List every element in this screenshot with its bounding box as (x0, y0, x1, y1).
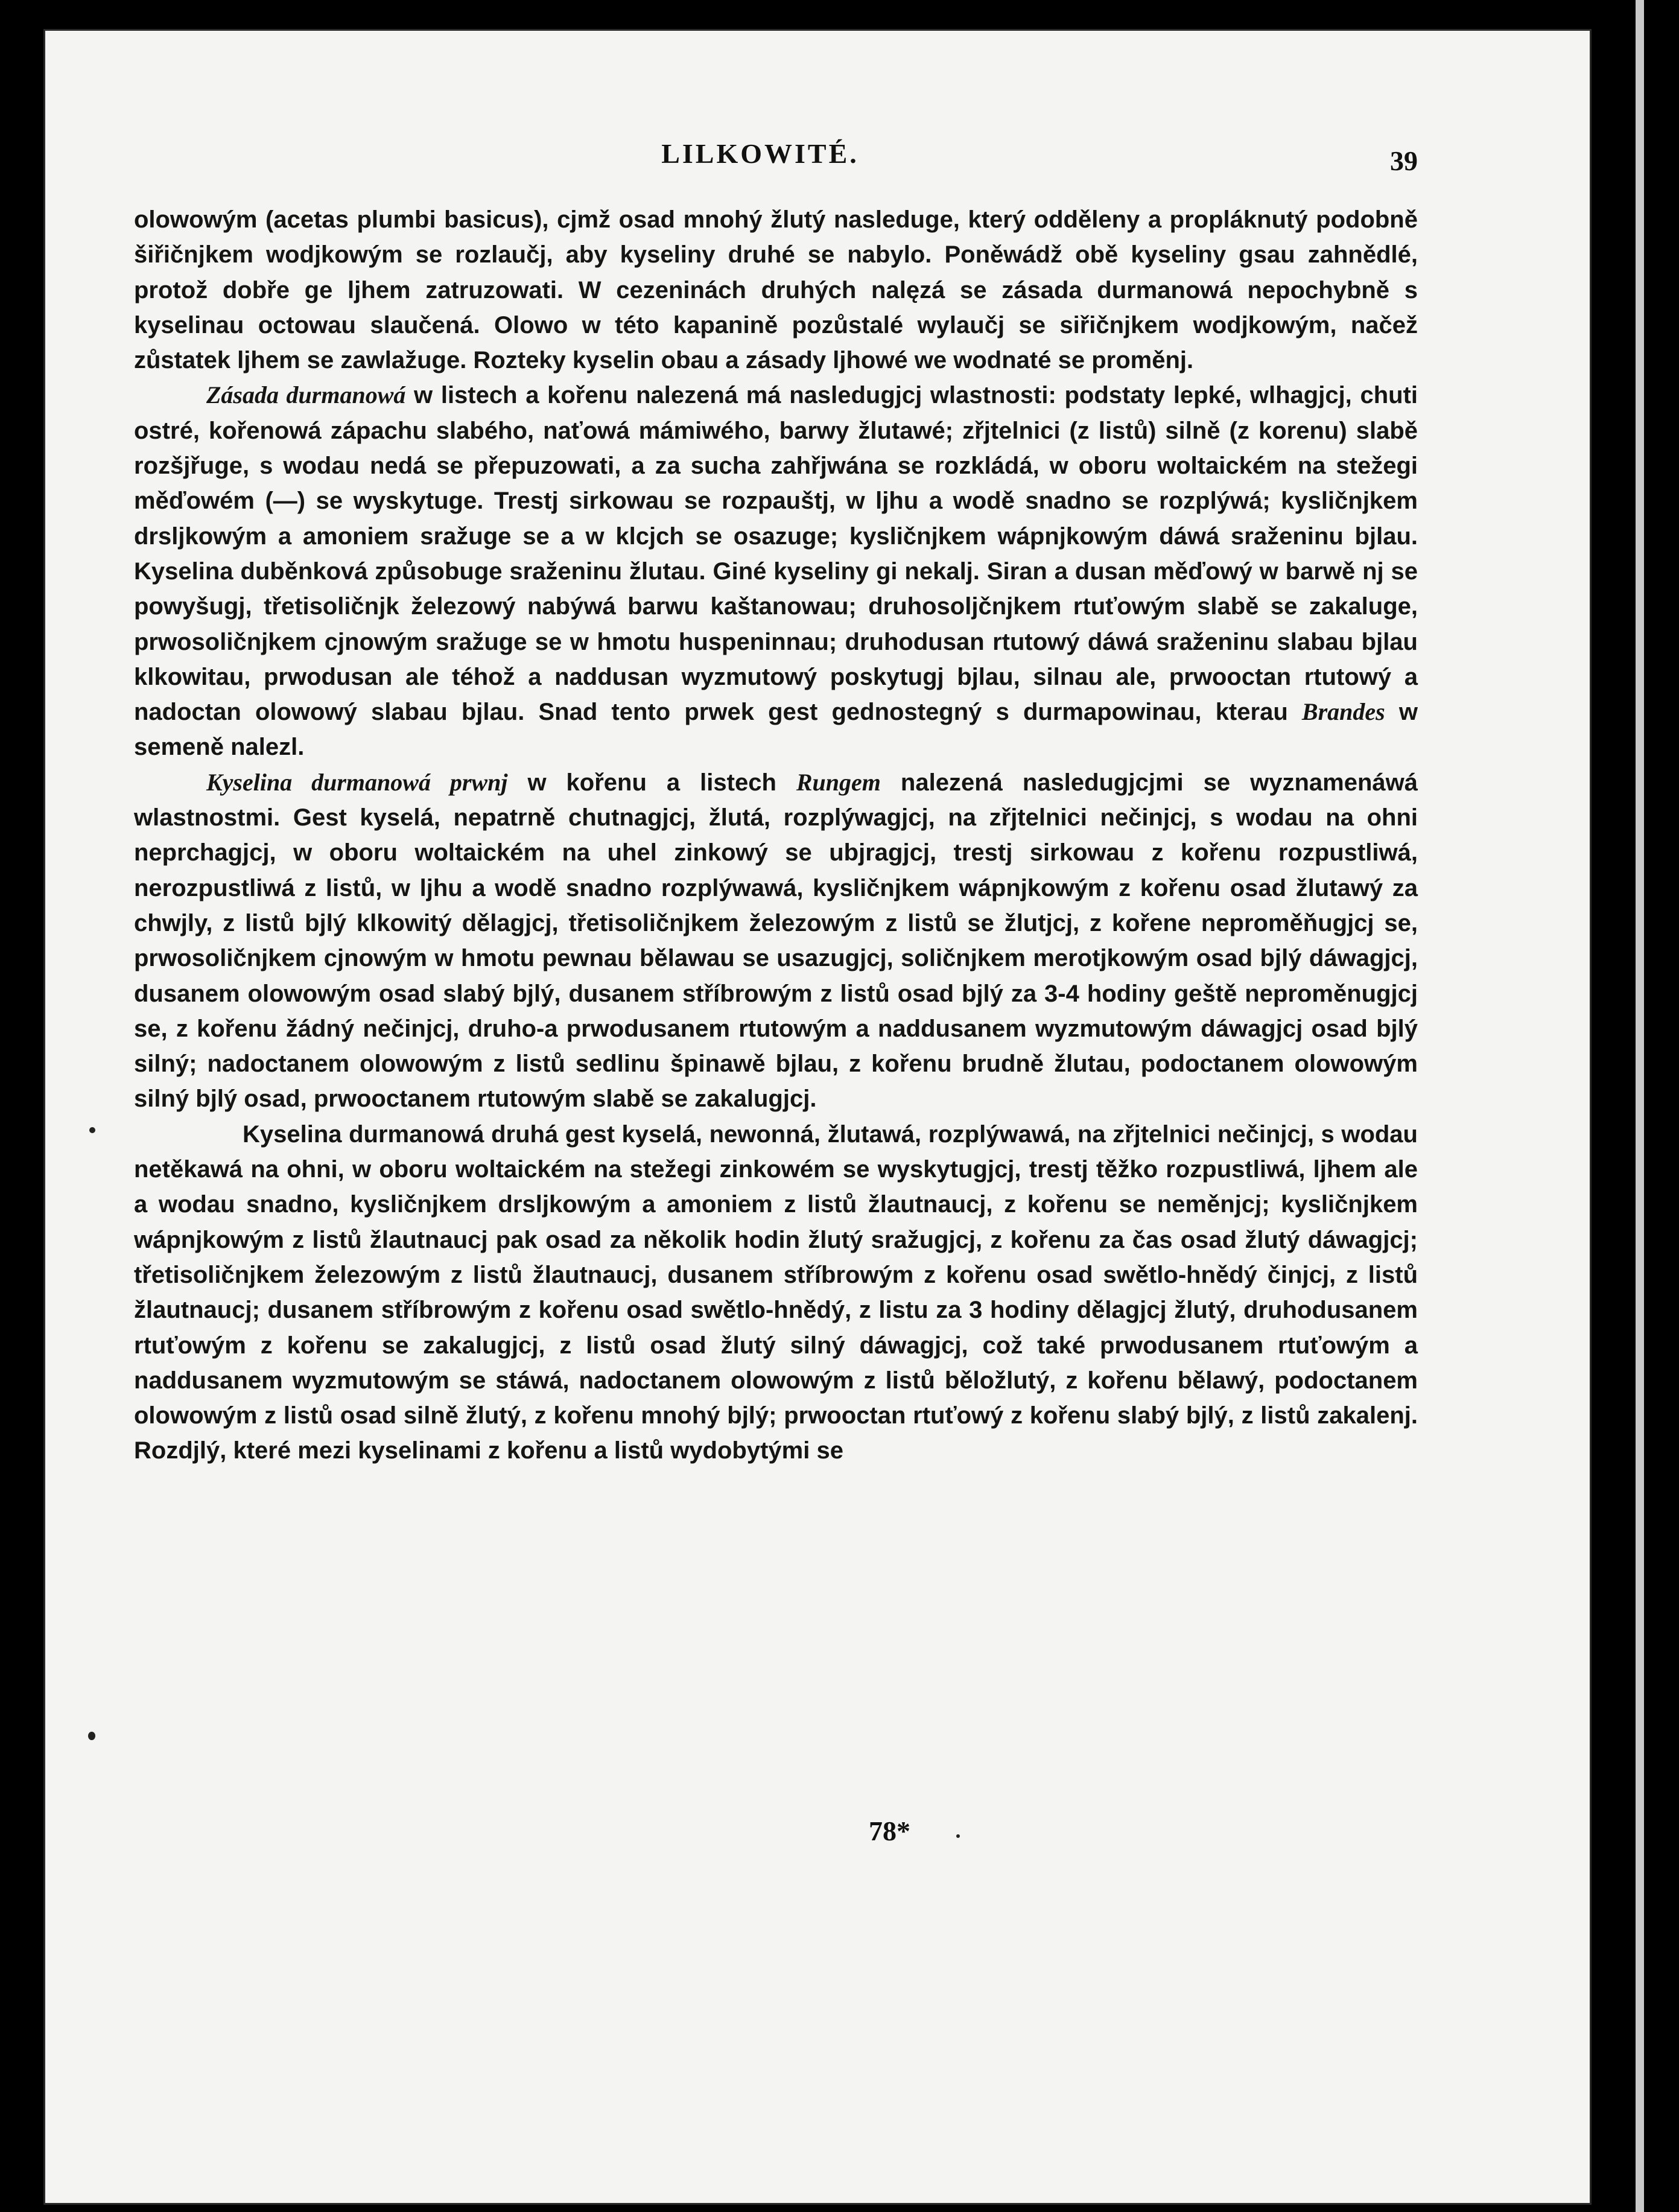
paragraph-3-lead: Kyselina durmanowá prwnj (206, 768, 508, 796)
body-text (134, 202, 1418, 1469)
page-number: 39 (1390, 145, 1418, 176)
signature-mark: 78* (869, 1816, 910, 1846)
paragraph-2-lead: Zásada durmanowá (206, 381, 406, 409)
paragraph-1-text: olowowým (acetas plumbi basicus), cjmž osad mnohý žlutý nasleduge, který odděleny a propláknutý podobně šiřičnjkem wodjkowým se rozlaučj, aby kyseliny druhé se nabylo. Poněwádž obě kyseliny gsau zahnědlé, protož dobře ge ljhem zatruzowati. W cezeninách druhých nalęzá se zásada durmanowá nepochybně s kyselinau octowau slaučená. Olowo w této kapanině pozůstalé wylaučj se siřičnjkem wodjkowým, načež zůstatek ljhem se zawlažuge. Rozteky kyselin obau a zásady ljhowé we wodnaté se proměnj. (134, 206, 1418, 374)
ink-speck (88, 1732, 95, 1740)
paragraph-4-text: Kyselina durmanowá druhá gest kyselá, newonná, žlutawá, rozplýwawá, na zřjtelnici nečinjcj, s wodau netěkawá na ohni, w oboru woltaickém na stežegi zinkowém se wyskytugjcj, trestj těžko rozpustliwá, ljhem ale a wodau snadno, kysličnjkem drsljkowým a amoniem z listů žlautnaucj, z kořenu se neměnjcj; kysličnjkem wápnjkowým z listů žlautnaucj pak osad za několik hodin žlutý sražugjcj, z kořenu za čas osad žlutý dáwagjcj; třetisoličnjkem železowým z listů žlautnaucj, dusanem stříbrowým z kořenu osad swětlo-hnědý činjcj, z listů žlautnaucj; dusanem stříbrowým z kořenu osad swětlo-hnědý, z listu za 3 hodiny dělagjcj žlutý, druhodusanem rtuťowým z kořenu se zakalugjcj, z listů osad žlutý silný dáwagjcj, což také prwodusanem rtuťowým a naddusanem wyzmutowým se stáwá, nadoctanem olowowým z listů běložlutý, z kořenu bělawý, podoctanem olowowým z listů osad silně žlutý, z kořenu mnohý bjlý; prwooctan rtuťowý z kořenu slabý bjlý, z listů zakalenj. Rozdjlý, které mezi kyselinami z kořenu a listů wydobytými se (134, 1120, 1418, 1464)
paragraph-3 (134, 765, 1418, 1117)
page-header (103, 138, 1418, 180)
running-title: LILKOWITÉ. (661, 138, 859, 169)
page-edge-shadow (1636, 0, 1644, 2212)
author-name-runge: Rungem (796, 768, 881, 796)
ink-speck (89, 1127, 95, 1133)
paragraph-3-text-a: w kořenu a listech (507, 769, 796, 796)
paragraph-2 (134, 378, 1418, 764)
author-name-brandes: Brandes (1301, 698, 1385, 726)
ink-speck (956, 1834, 960, 1838)
paragraph-1 (134, 202, 1418, 378)
paragraph-3-text-b: nalezená nasledugjcjmi se wyznamenáwá wlastnostmi. Gest kyselá, nepatrně chutnagjcj, žlutá, rozplýwagjcj, na zřjtelnici nečinjcj, s wodau na ohni neprchagjcj, w oboru woltaickém na uhel zinkowý se ubjragjcj, trestj sirkowau z kořenu rozpustliwá, nerozpustliwá z listů, w ljhu a wodě snadno rozplýwawá, kysličnjkem wápnjkowým z kořenu osad žlutawý za chwjly, z listů bjlý klkowitý dělagjcj, třetisoličnjkem železowým z listů se žlutjcj, z kořene neproměňugjcj se, prwosoličnjkem cjnowým w hmotu pewnau bělawau se usazugjcj, soličnjkem merotjkowým osad bjlý dáwagjcj, dusanem olowowým osad slabý bjlý, dusanem stříbrowým z listů osad bjlý za 3-4 hodiny geště neproměnugjcj se, z kořenu žádný nečinjcj, druho-a prwodusanem rtutowým a naddusanem wyzmutowým dáwagjcj osad bjlý silný; nadoctanem olowowým z listů sedlinu špinawě bjlau, z kořenu brudně žlutau, podoctanem olowowým silný bjlý osad, prwooctanem rtutowým slabě se zakalugjcj. (134, 769, 1418, 1113)
paragraph-2-text-b: w semeně nalezl. (134, 699, 1418, 761)
paragraph-4 (134, 1117, 1418, 1469)
paragraph-2-text-a: w listech a kořenu nalezená má nasledugjcj wlastnosti: podstaty lepké, wlhagjcj, chuti ostré, kořenowá zápachu slabého, naťowá mámiwého, barwy žlutawé; zřjtelnici (z listů) silně (z korenu) slabě rozšjřuge, s wodau nedá se přepuzowati, a za sucha zahřjwána se rozkládá, w oboru woltaickém na stežegi měďowém (—) se wyskytuge. Trestj sirkowau se rozpauštj, w ljhu a wodě snadno se rozplýwá; kysličnjkem drsljkowým a amoniem sražuge se a w klcjch se osazuge; kysličnjkem wápnjkowým dáwá sraženinu bjlau. Kyselina duběnková způsobuge sraženinu žlutau. Giné kyseliny gi nekalj. Siran a dusan měďowý w barwě nj se powyšugj, třetisoličnjk železowý nabýwá barwu kaštanowau; druhosoljčnjkem rtuťowým slabě se zakaluge, prwosoličnjkem cjnowým sražuge se w hmotu huspeninnau; druhodusan rtutowý dáwá sraženinu slabau bjlau klkowitau, prwodusan ale téhož a naddusan wyzmutowý poskytugj bjlau, silnau ale, prwooctan rtutowý a nadoctan olowowý slabau bjlau. Snad tento prwek gest gednostegný s durmapowinau, kterau (134, 382, 1418, 726)
